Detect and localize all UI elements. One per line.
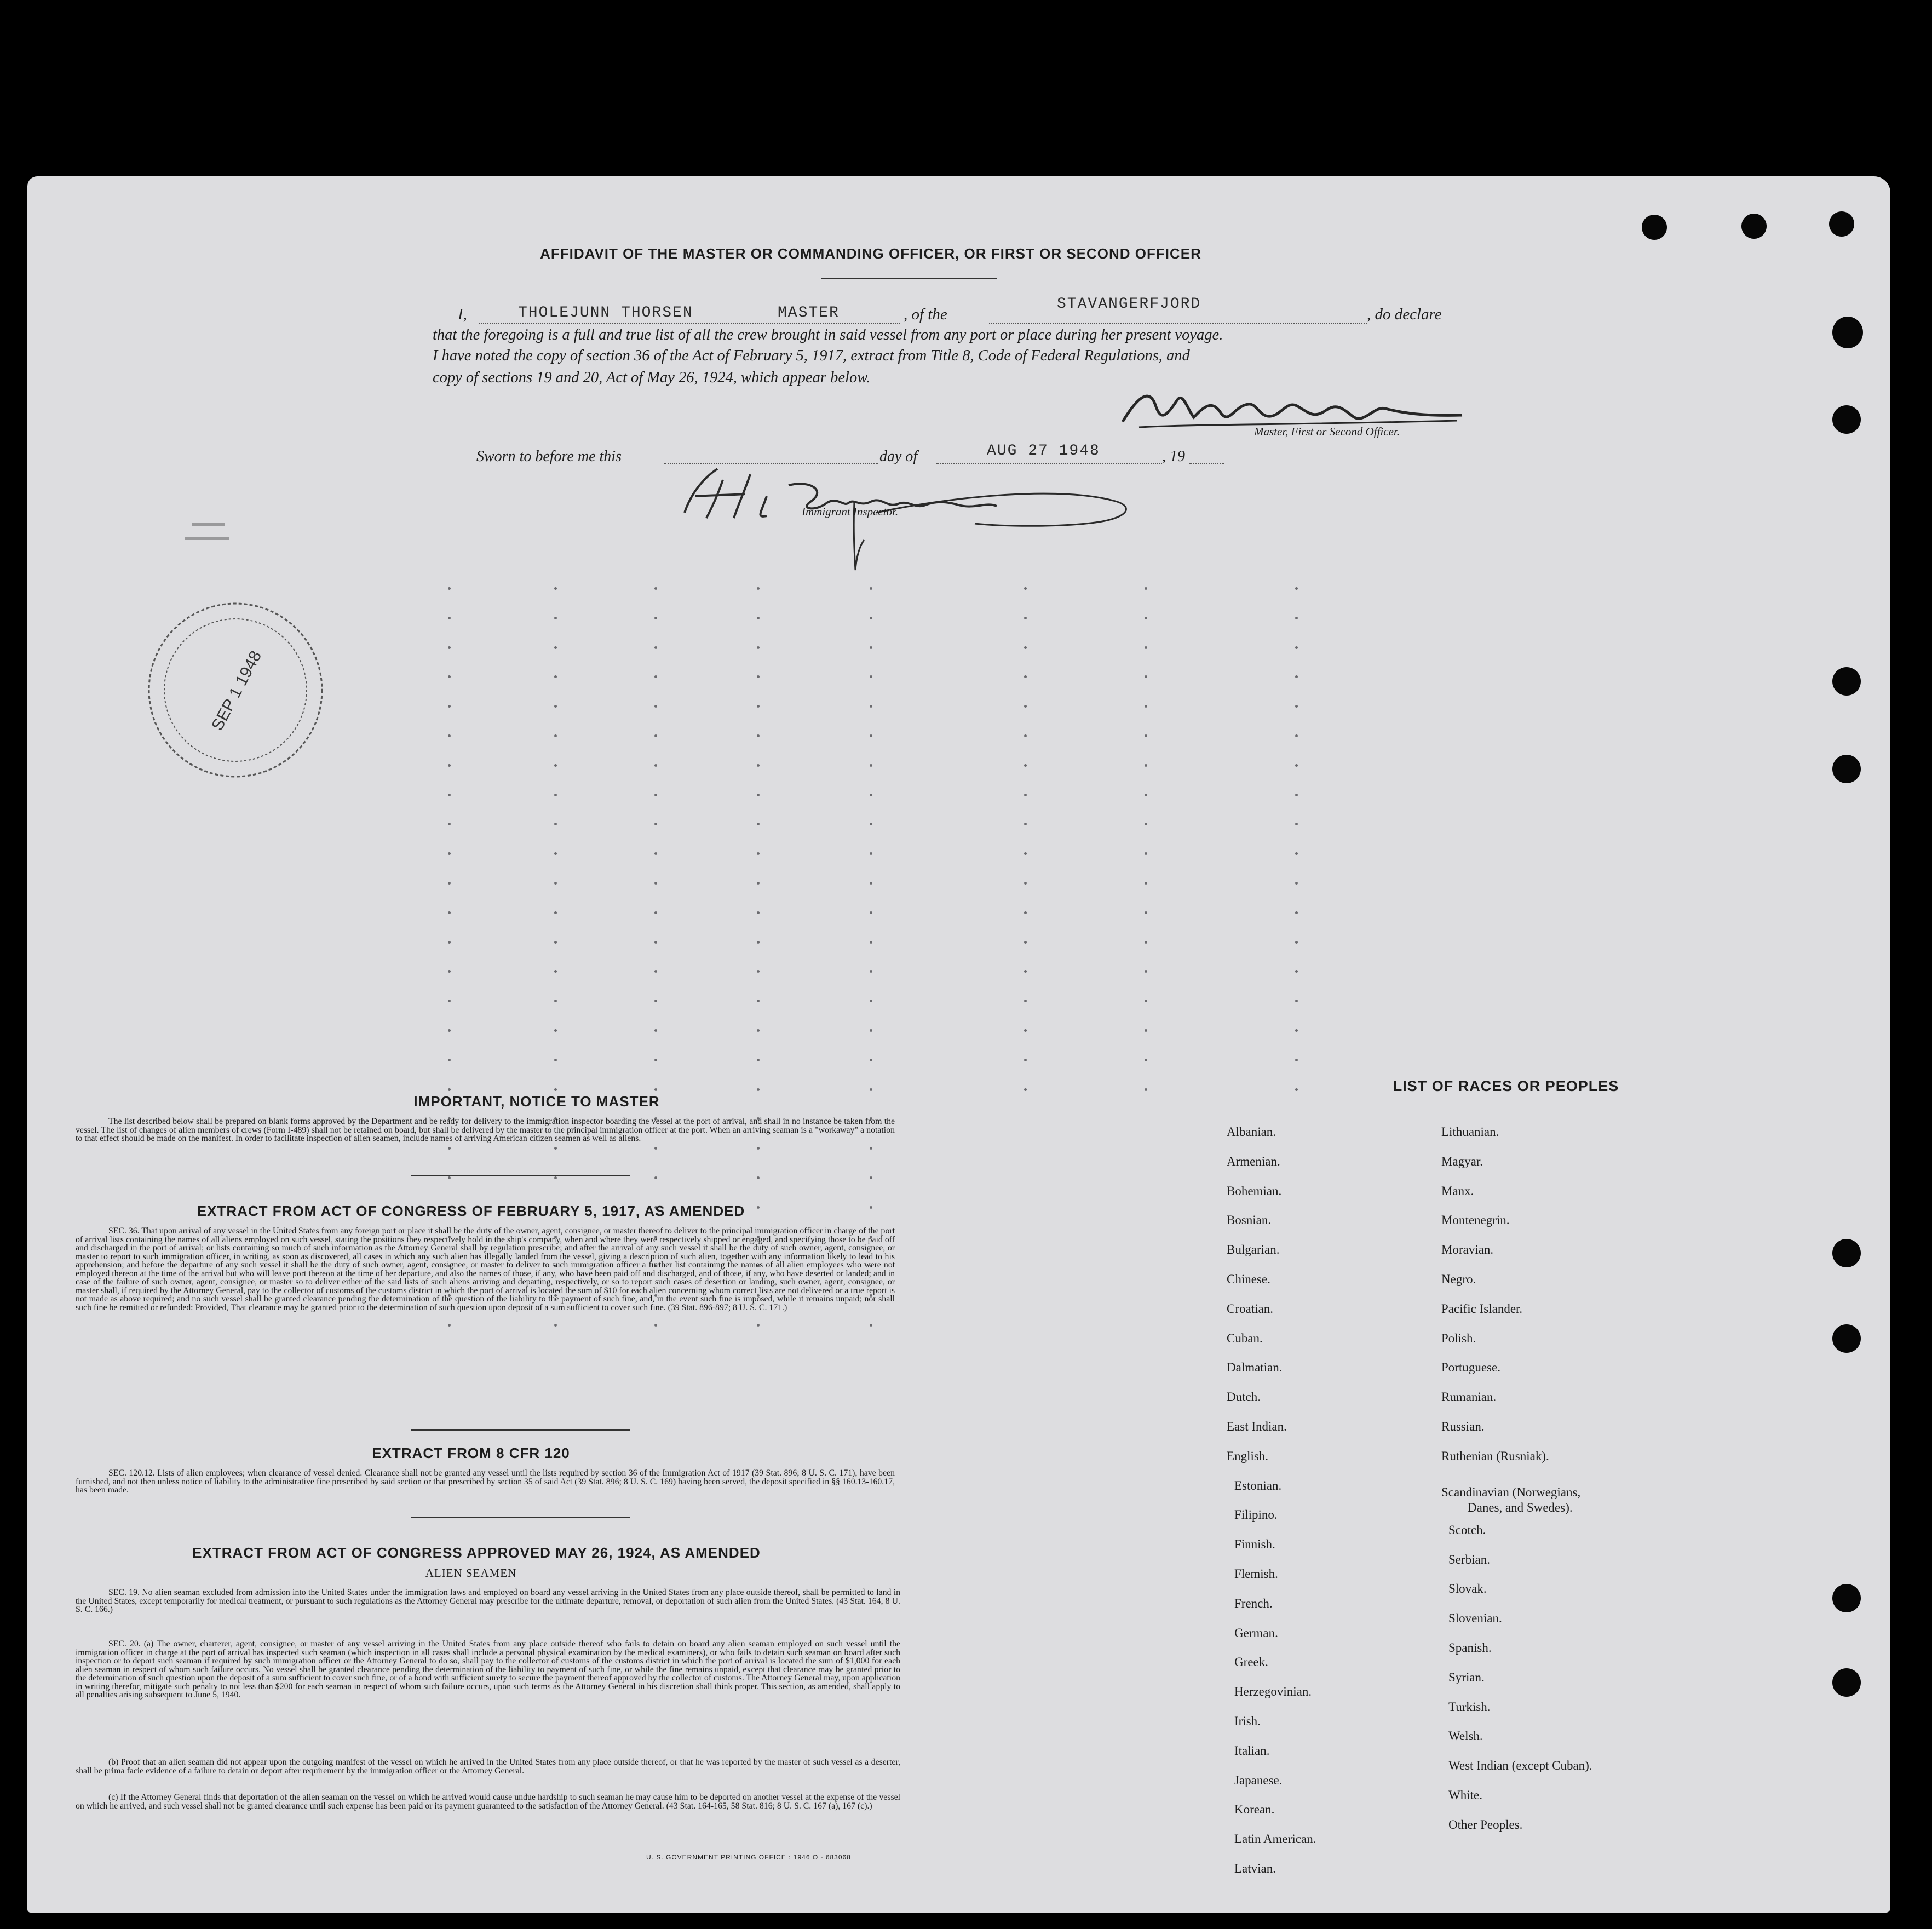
ghost-dot bbox=[448, 646, 451, 649]
race-item: Danes, and Swedes). bbox=[1468, 1500, 1573, 1514]
ghost-dot bbox=[448, 1059, 451, 1061]
ghost-dot bbox=[654, 1059, 657, 1061]
notice-text: The list described below shall be prepared on blank forms approved by the Department and be ready for delivery to the immigration inspector boarding the vessel at the port of arrival, and shall in no instance be taken from the vessel. The list of changes of alien members of crews (Form I-489) shall not be retained on board, but shall be delivered by the master to the principal immigration officer at the port. When an arriving seaman is a "workaway" a notation to that effect should be made on the manifest. In order to facilitate inspection of alien seamen, include names of arriving American citizen seamen as well as aliens. bbox=[76, 1117, 895, 1143]
ghost-dot bbox=[870, 734, 872, 737]
ghost-dot bbox=[1024, 911, 1027, 914]
ghost-dot bbox=[554, 1324, 557, 1327]
ghost-dot bbox=[1024, 587, 1027, 590]
race-item: French. bbox=[1234, 1596, 1273, 1610]
sworn-label: Sworn to before me this bbox=[476, 448, 622, 465]
race-item: East Indian. bbox=[1227, 1420, 1287, 1433]
ghost-dot bbox=[757, 911, 760, 914]
ghost-dot bbox=[870, 1176, 872, 1179]
race-item: Ruthenian (Rusniak). bbox=[1441, 1449, 1549, 1463]
day-of-label: day of bbox=[879, 448, 918, 465]
ghost-dot bbox=[448, 911, 451, 914]
ghost-dot bbox=[1145, 794, 1147, 796]
cfr-text: SEC. 120.12. Lists of alien employees; when clearance of vessel denied. Clearance shall not be granted any vessel until the lists required by section 36 of the Immigration Act of 1917 (39 Stat. 896; 8 U. S. C. 171), have been furnished, and not then unless notice of liability to the administrative fine prescribed by said section or that prescribed by section 35 of said Act (39 Stat. 896; 8 U. S. C. 169) having been served, the deposit specified in §§ 160.13-160.17, has been made. bbox=[76, 1468, 895, 1495]
ghost-dot bbox=[757, 734, 760, 737]
ghost-dot bbox=[654, 1324, 657, 1327]
ghost-dot bbox=[1024, 617, 1027, 619]
race-item: Armenian. bbox=[1227, 1154, 1280, 1168]
ghost-dot bbox=[448, 1088, 451, 1091]
ghost-dot bbox=[1295, 1029, 1298, 1032]
ghost-dot bbox=[554, 1176, 557, 1179]
ghost-dot bbox=[757, 587, 760, 590]
ghost-dot bbox=[757, 646, 760, 649]
cfr-title: EXTRACT FROM 8 CFR 120 bbox=[372, 1445, 570, 1461]
race-item: Portuguese. bbox=[1441, 1360, 1500, 1375]
race-item: Magyar. bbox=[1441, 1154, 1484, 1168]
ghost-dot bbox=[870, 882, 872, 885]
ghost-dot bbox=[1295, 764, 1298, 767]
ghost-dot bbox=[870, 1088, 872, 1091]
race-item: Albanian. bbox=[1227, 1125, 1277, 1139]
name-line bbox=[479, 323, 900, 324]
ghost-dot bbox=[757, 794, 760, 796]
punch-hole bbox=[1829, 211, 1854, 237]
vessel-name: STAVANGERFJORD bbox=[1057, 296, 1201, 313]
notice-title: IMPORTANT, NOTICE TO MASTER bbox=[413, 1093, 660, 1110]
extract-1917-title: EXTRACT FROM ACT OF CONGRESS OF FEBRUARY 5, 1917, AS AMENDED bbox=[197, 1203, 745, 1219]
race-item: Moravian. bbox=[1441, 1243, 1494, 1257]
ghost-dot bbox=[554, 794, 557, 796]
year-label: , 19 bbox=[1162, 448, 1185, 465]
race-item: White. bbox=[1448, 1788, 1482, 1802]
ghost-dot bbox=[1024, 646, 1027, 649]
ghost-dot bbox=[1145, 646, 1147, 649]
ghost-dot bbox=[654, 794, 657, 796]
ghost-dot bbox=[1145, 1059, 1147, 1061]
extract-1917-text: SEC. 36. That upon arrival of any vessel in the United States from any foreign port or place it shall be the duty of the owner, agent, consignee, or master thereof to deliver to the principal immigration officer in charge of the port of arrival lists containing the names of all aliens employed on such vessel, stating the positions they respectively hold in the ship's company, when and where they were respectively shipped or engaged, and specifying those to be paid off and discharged in the port of arrival; or lists containing so much of such information as the Attorney General shall by regulation prescribe; and after the arrival of any such vessel it shall be the duty of such owner, agent, consignee, or master to report to such immigration officer, in writing, as soon as discovered, all cases in which any such alien has illegally landed from the vessel, giving a description of such alien, together with any information likely to lead to his apprehension; and before the departure of any such vessel it shall be the duty of such owner, agent, consignee, or master to deliver to such immigration officer a further list containing the names of all alien employees who were not employed thereon at the time of the arrival but who will leave port thereon at the time of her departure, and also the names of those, if any, who have been paid off and discharged, and of those, if any, who have deserted or landed; and in case of the failure of such owner, agent, consignee, or master so to deliver either of the said lists of such aliens arriving and departing, respectively, or so to report such cases of desertion or landing, such owner, agent, consignee, or master shall, if required by the Attorney General, pay to the collector of customs of the customs district in which the port of arrival is located the sum of $10 for each alien concerning whom correct lists are not delivered or a true report is not made as above required; and no such vessel shall be granted clearance pending the determination of the question of the liability to the payment of such fine, and, in the event such fine is imposed, while it remains unpaid; nor shall such fine be remitted or refunded: Provided, That clearance may be granted prior to the determination of such question upon deposit of a sum sufficient to cover such fine. (39 Stat. 896-897; 8 U. S. C. 171.) bbox=[76, 1226, 895, 1312]
race-item: Greek. bbox=[1234, 1655, 1268, 1669]
ghost-dot bbox=[870, 1029, 872, 1032]
race-item: Serbian. bbox=[1448, 1552, 1491, 1566]
race-item: Japanese. bbox=[1234, 1773, 1283, 1787]
ghost-dot bbox=[870, 911, 872, 914]
ghost-dot bbox=[448, 617, 451, 619]
ghost-dot bbox=[554, 941, 557, 944]
margin-marks bbox=[181, 517, 235, 550]
ghost-dot bbox=[448, 1176, 451, 1179]
ghost-dot bbox=[1295, 587, 1298, 590]
ghost-dot bbox=[654, 734, 657, 737]
race-item: Slovak. bbox=[1448, 1582, 1487, 1596]
ghost-dot bbox=[554, 617, 557, 619]
race-item: Spanish. bbox=[1448, 1641, 1492, 1655]
sec20c-text: (c) If the Attorney General finds that deportation of the alien seaman on the vessel on which he arrived would cause undue hardship to such seaman he may cause him to be deported on another vessel at the expense of the vessel on which he arrived, and such vessel shall not be granted clearance until such expense has been paid or its payment guaranteed to the satisfaction of the Attorney General. (43 Stat. 164-165, 58 Stat. 816; 8 U. S. C. 167 (a), 167 (c).) bbox=[76, 1793, 900, 1811]
sec20a-text: SEC. 20. (a) The owner, charterer, agent, consignee, or master of any vessel arriving in the United States from any place outside thereof who fails to detain on board any alien seaman employed on such vessel until the immigration officer in charge at the port of arrival has inspected such seaman (which inspection in all cases shall include a personal physical examination by the medical examiners), or who fails to detain such seaman on board after such inspection or to deport such seaman if required by such immigration officer or the Attorney General to do so, shall pay to the collector of customs of the customs district in which the port of arrival is located the sum of $1,000 for each alien seaman in respect of whom such failure occurs. No vessel shall be granted clearance pending the determination of the liability to payment of such fine, or while the fine remains unpaid, except that clearance may be granted prior to the determination of such question upon the deposit of a sum sufficient to cover such fine, or of a bond with sufficient surety to secure the payment thereof approved by the collector of customs. The Attorney General may, upon application in writing therefor, mitigate such penalty to not less than $200 for each seaman in respect of whom such failure occurs, upon such terms as the Attorney General in his discretion shall think proper. This section, as amended, shall apply to all penalties arising subsequent to June 5, 1940. bbox=[76, 1639, 900, 1700]
ghost-dot bbox=[870, 794, 872, 796]
punch-hole bbox=[1832, 317, 1863, 348]
punch-hole bbox=[1832, 1324, 1861, 1353]
ghost-dot bbox=[554, 1029, 557, 1032]
ghost-dot bbox=[448, 1324, 451, 1327]
ghost-dot bbox=[654, 646, 657, 649]
ghost-dot bbox=[554, 587, 557, 590]
declaration-line-3: I have noted the copy of section 36 of the Act of February 5, 1917, extract from Title 8, Code of Federal Regulations, and bbox=[433, 347, 1190, 364]
punch-hole bbox=[1832, 1584, 1861, 1612]
races-title: LIST OF RACES OR PEOPLES bbox=[1393, 1078, 1619, 1094]
race-item: Lithuanian. bbox=[1441, 1125, 1499, 1139]
ghost-dot bbox=[654, 764, 657, 767]
ghost-dot bbox=[554, 882, 557, 885]
extract-1924-title: EXTRACT FROM ACT OF CONGRESS APPROVED MAY 26, 1924, AS AMENDED bbox=[192, 1545, 761, 1561]
cfr-rule bbox=[411, 1517, 630, 1518]
sec19-text: SEC. 19. No alien seaman excluded from admission into the United States under the immigration laws and employed on board any vessel arriving in the United States from any place outside thereof, shall be permitted to land in the United States, except temporarily for medical treatment, or pursuant to such regulations as the Attorney General may prescribe for the ultimate departure, removal, or deportation of such alien from the United States. (43 Stat. 164, 8 U. S. C. 166.) bbox=[76, 1588, 900, 1614]
race-item: Herzegovinian. bbox=[1234, 1685, 1312, 1699]
declarant-rank: MASTER bbox=[778, 305, 840, 322]
ghost-dot bbox=[870, 587, 872, 590]
race-item: Latin American. bbox=[1234, 1832, 1316, 1846]
ghost-dot bbox=[870, 941, 872, 944]
race-item: Croatian. bbox=[1227, 1301, 1273, 1316]
ghost-dot bbox=[554, 1059, 557, 1061]
stamp-date: SEP 1 1948 bbox=[208, 647, 266, 734]
ghost-dot bbox=[1295, 882, 1298, 885]
declaration-line-2: that the foregoing is a full and true list of all the crew brought in said vessel from any port or place during her present voyage. bbox=[433, 326, 1223, 343]
race-item: Finnish. bbox=[1234, 1537, 1275, 1552]
race-item: Scandinavian (Norwegians, bbox=[1441, 1485, 1581, 1499]
ghost-dot bbox=[554, 646, 557, 649]
race-item: Dalmatian. bbox=[1227, 1360, 1283, 1375]
ghost-dot bbox=[757, 1088, 760, 1091]
ghost-dot bbox=[654, 1029, 657, 1032]
ghost-dot bbox=[870, 764, 872, 767]
ghost-dot bbox=[654, 617, 657, 619]
ghost-dot bbox=[757, 617, 760, 619]
ghost-dot bbox=[654, 587, 657, 590]
vessel-line bbox=[989, 323, 1367, 324]
ghost-dot bbox=[1024, 1029, 1027, 1032]
race-item: Bulgarian. bbox=[1227, 1243, 1280, 1257]
master-signature-caption: Master, First or Second Officer. bbox=[1254, 425, 1400, 438]
declare-label: , do declare bbox=[1367, 306, 1442, 323]
sec20b-text: (b) Proof that an alien seaman did not appear upon the outgoing manifest of the vessel on which he arrived in the United States from any place outside thereof, or that he was reported by the master of such vessel as a deserter, shall be prima facie evidence of a failure to detain or deport after requirement by the immigration officer or the Attorney General. bbox=[76, 1758, 900, 1776]
affidavit-title: AFFIDAVIT OF THE MASTER OR COMMANDING OFFICER, OR FIRST OR SECOND OFFICER bbox=[540, 245, 1201, 262]
race-item: Manx. bbox=[1441, 1184, 1474, 1198]
ghost-dot bbox=[448, 764, 451, 767]
ghost-dot bbox=[448, 1029, 451, 1032]
ghost-dot bbox=[757, 1176, 760, 1179]
ghost-dot bbox=[654, 882, 657, 885]
ghost-dot bbox=[1145, 882, 1147, 885]
inspector-signature bbox=[679, 463, 1134, 573]
ghost-dot bbox=[554, 1088, 557, 1091]
ghost-dot bbox=[1145, 1088, 1147, 1091]
ghost-dot bbox=[1024, 941, 1027, 944]
ghost-dot bbox=[654, 1176, 657, 1179]
race-item: Polish. bbox=[1441, 1331, 1476, 1345]
ghost-dot bbox=[1145, 941, 1147, 944]
extract-1917-rule bbox=[411, 1429, 630, 1431]
punch-hole bbox=[1832, 755, 1861, 783]
ghost-dot bbox=[1024, 882, 1027, 885]
ghost-dot bbox=[1024, 1059, 1027, 1061]
ghost-dot bbox=[1295, 941, 1298, 944]
punch-hole bbox=[1832, 1239, 1861, 1267]
ghost-dot bbox=[1295, 617, 1298, 619]
punch-hole bbox=[1832, 1668, 1861, 1697]
race-item: Syrian. bbox=[1448, 1670, 1485, 1684]
race-item: Cuban. bbox=[1227, 1331, 1263, 1345]
race-item: Negro. bbox=[1441, 1272, 1476, 1286]
arrival-date-stamp bbox=[142, 597, 329, 783]
race-item: Estonian. bbox=[1234, 1478, 1282, 1492]
of-the-label: , of the bbox=[904, 306, 947, 323]
ghost-dot bbox=[870, 617, 872, 619]
ghost-dot bbox=[1295, 734, 1298, 737]
ghost-dot bbox=[1024, 764, 1027, 767]
race-item: Other Peoples. bbox=[1448, 1817, 1523, 1832]
ghost-dot bbox=[654, 941, 657, 944]
race-item: Latvian. bbox=[1234, 1862, 1276, 1875]
race-item: Pacific Islander. bbox=[1441, 1301, 1523, 1316]
race-item: Bohemian. bbox=[1227, 1184, 1282, 1198]
ghost-dot bbox=[654, 1088, 657, 1091]
ghost-dot bbox=[654, 911, 657, 914]
ghost-dot bbox=[757, 764, 760, 767]
race-item: Dutch. bbox=[1227, 1390, 1261, 1404]
race-item: Italian. bbox=[1234, 1743, 1270, 1758]
ghost-dot bbox=[1145, 734, 1147, 737]
ghost-dot bbox=[757, 882, 760, 885]
ghost-dot bbox=[448, 794, 451, 796]
ghost-dot bbox=[1295, 646, 1298, 649]
ghost-dot bbox=[1024, 794, 1027, 796]
race-item: Irish. bbox=[1234, 1714, 1261, 1728]
declaration-line-4: copy of sections 19 and 20, Act of May 26, 1924, which appear below. bbox=[433, 369, 871, 386]
sworn-date: AUG 27 1948 bbox=[987, 443, 1100, 460]
ghost-dot bbox=[1145, 617, 1147, 619]
ghost-dot bbox=[1024, 1088, 1027, 1091]
race-item: Korean. bbox=[1234, 1802, 1275, 1817]
ghost-dot bbox=[757, 1324, 760, 1327]
ghost-dot bbox=[1295, 911, 1298, 914]
ghost-dot bbox=[1145, 587, 1147, 590]
race-item: German. bbox=[1234, 1626, 1278, 1640]
ghost-dot bbox=[448, 587, 451, 590]
race-item: Bosnian. bbox=[1227, 1213, 1272, 1227]
punch-hole bbox=[1832, 667, 1861, 696]
ghost-dot bbox=[757, 1029, 760, 1032]
printer-imprint: U. S. GOVERNMENT PRINTING OFFICE : 1946 O - 683068 bbox=[646, 1853, 851, 1861]
alien-seamen-subtitle: ALIEN SEAMEN bbox=[425, 1566, 517, 1580]
inspector-caption: Immigrant Inspector. bbox=[802, 505, 899, 518]
ghost-dot bbox=[448, 882, 451, 885]
race-item: English. bbox=[1227, 1449, 1269, 1463]
ghost-dot bbox=[870, 1059, 872, 1061]
ghost-dot bbox=[870, 1206, 872, 1209]
ghost-dot bbox=[554, 764, 557, 767]
ghost-dot bbox=[870, 1324, 872, 1327]
race-item: West Indian (except Cuban). bbox=[1448, 1759, 1592, 1773]
punch-hole bbox=[1832, 405, 1861, 434]
year-line bbox=[1189, 463, 1224, 464]
race-item: Slovenian. bbox=[1448, 1611, 1502, 1626]
race-item: Flemish. bbox=[1234, 1567, 1278, 1581]
race-item: Russian. bbox=[1441, 1420, 1485, 1433]
ghost-dot bbox=[1145, 1029, 1147, 1032]
declarant-prefix: I, bbox=[458, 306, 467, 323]
punch-hole bbox=[1741, 214, 1767, 239]
ghost-dot bbox=[448, 941, 451, 944]
ghost-dot bbox=[757, 1059, 760, 1061]
ghost-dot bbox=[870, 646, 872, 649]
declarant-name: THOLEJUNN THORSEN bbox=[518, 305, 693, 322]
ghost-dot bbox=[448, 734, 451, 737]
race-item: Rumanian. bbox=[1441, 1390, 1497, 1404]
race-item: Chinese. bbox=[1227, 1272, 1270, 1286]
notice-rule bbox=[411, 1175, 630, 1176]
ghost-dot bbox=[1145, 764, 1147, 767]
ghost-dot bbox=[1295, 1059, 1298, 1061]
ghost-dot bbox=[1024, 734, 1027, 737]
race-item: Filipino. bbox=[1234, 1508, 1278, 1522]
ghost-dot bbox=[554, 911, 557, 914]
ghost-dot bbox=[554, 734, 557, 737]
ghost-dot bbox=[1295, 794, 1298, 796]
punch-hole bbox=[1642, 215, 1667, 240]
race-item: Welsh. bbox=[1448, 1729, 1483, 1743]
ghost-dot bbox=[1145, 911, 1147, 914]
race-item: Turkish. bbox=[1448, 1700, 1491, 1714]
ghost-dot bbox=[757, 941, 760, 944]
title-underline bbox=[821, 278, 997, 279]
race-item: Scotch. bbox=[1448, 1523, 1486, 1537]
race-item: Montenegrin. bbox=[1441, 1213, 1510, 1227]
